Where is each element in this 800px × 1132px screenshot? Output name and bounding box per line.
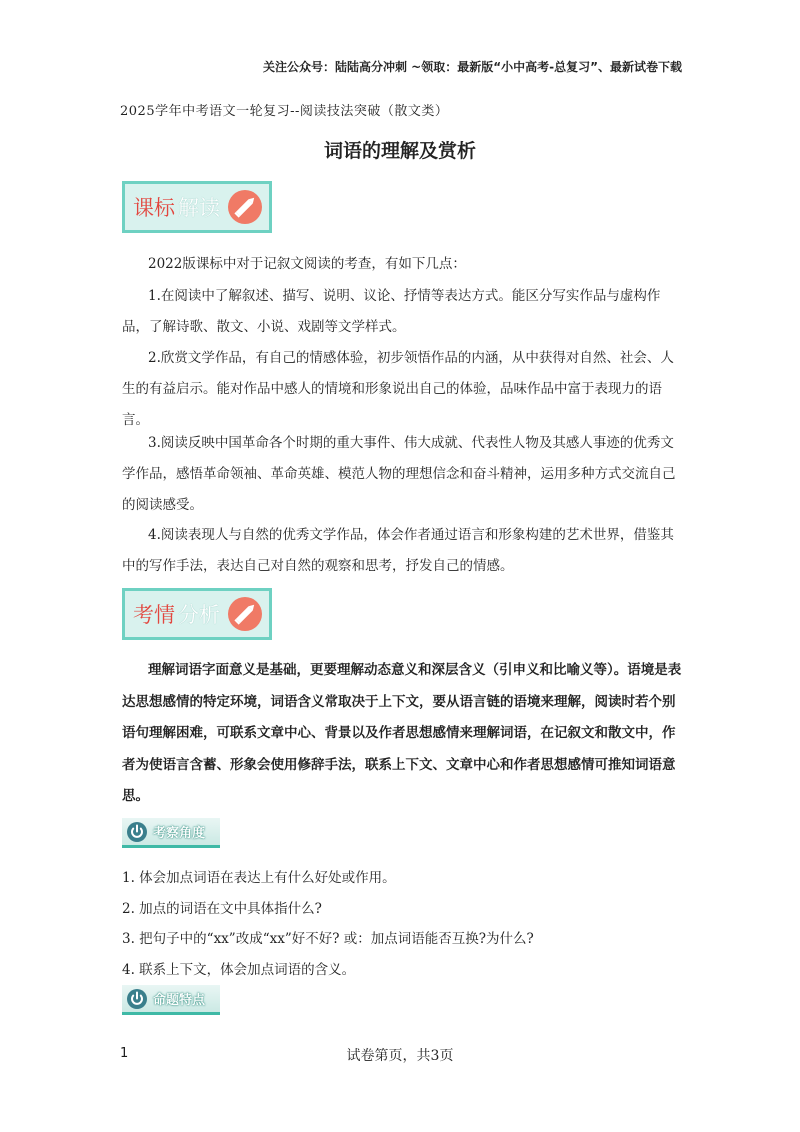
angle-item-1: 1. 体会加点词语在表达上有什么好处或作用。 <box>122 870 396 886</box>
series-subtitle: 2025学年中考语文一轮复习--阅读技法突破（散文类） <box>120 104 449 119</box>
features-chip <box>122 985 220 1015</box>
curriculum-badge <box>122 181 272 233</box>
angles-chip <box>122 818 220 848</box>
power-icon <box>126 821 148 843</box>
exam-analysis-badge <box>122 588 272 640</box>
badge-label-red: 课标 <box>133 196 175 220</box>
badge-label-white: 解读 <box>178 196 220 220</box>
top-banner: 关注公众号：陆陆高分冲刺 ~领取：最新版“小中高考-总复习”、最新试卷下载 <box>263 60 682 74</box>
page-footer: 试卷第页，共3页 <box>346 1048 454 1064</box>
power-icon <box>126 988 148 1010</box>
intro-text: 2022版课标中对于记叙文阅读的考查，有如下几点： <box>148 256 466 272</box>
standard-point-2: 2.欣赏文学作品，有自己的情感体验，初步领悟作品的内涵，从中获得对自然、社会、人生的有益启示。能对作品中感人的情境和形象说出自己的体验，品味作品中富于表现力的语言。 <box>122 350 674 428</box>
standard-point-1: 1.在阅读中了解叙述、描写、说明、议论、抒情等表达方式。能区分写实作品与虚构作品，了解诗歌、散文、小说、戏剧等文学样式。 <box>122 288 661 335</box>
badge-label-white: 分析 <box>178 603 220 627</box>
angle-item-4: 4. 联系上下文，体会加点词语的含义。 <box>122 962 356 978</box>
angle-item-2: 2. 加点的词语在文中具体指什么? <box>122 901 322 917</box>
angle-item-3: 3. 把句子中的“xx”改成“xx”好不好? 或：加点词语能否互换?为什么? <box>122 931 534 947</box>
pencil-icon <box>227 596 263 632</box>
angles-label: 考察角度 <box>153 826 206 841</box>
standard-point-4: 4.阅读表现人与自然的优秀文学作品，体会作者通过语言和形象构建的艺术世界，借鉴其中的写作手法，表达自己对自然的观察和思考，抒发自己的情感。 <box>122 527 674 574</box>
page-number: 1 <box>120 1046 129 1061</box>
page-title: 词语的理解及赏析 <box>323 140 476 162</box>
analysis-paragraph: 理解词语字面意义是基础，更要理解动态意义和深层含义（引申义和比喻义等）。语境是表达思想感情的特定环境，词语含义常取决于上下文，要从语言链的语境来理解，阅读时若个别语句理解困难，可联系文章中心、背景以及作者思想感情来理解词语，在记叙文和散文中，作者为使语言含蓄、形象会使用修辞手法，联系上下文、文章中心和作者思想感情可推知词语意思。 <box>122 662 682 804</box>
standard-point-3: 3.阅读反映中国革命各个时期的重大事件、伟大成就、代表性人物及其感人事迹的优秀文学作品，感悟革命领袖、革命英雄、模范人物的理想信念和奋斗精神，运用多种方式交流自己的阅读感受。 <box>122 435 676 513</box>
pencil-icon <box>227 189 263 225</box>
features-label: 命题特点 <box>153 993 206 1008</box>
badge-label-red: 考情 <box>133 603 175 627</box>
